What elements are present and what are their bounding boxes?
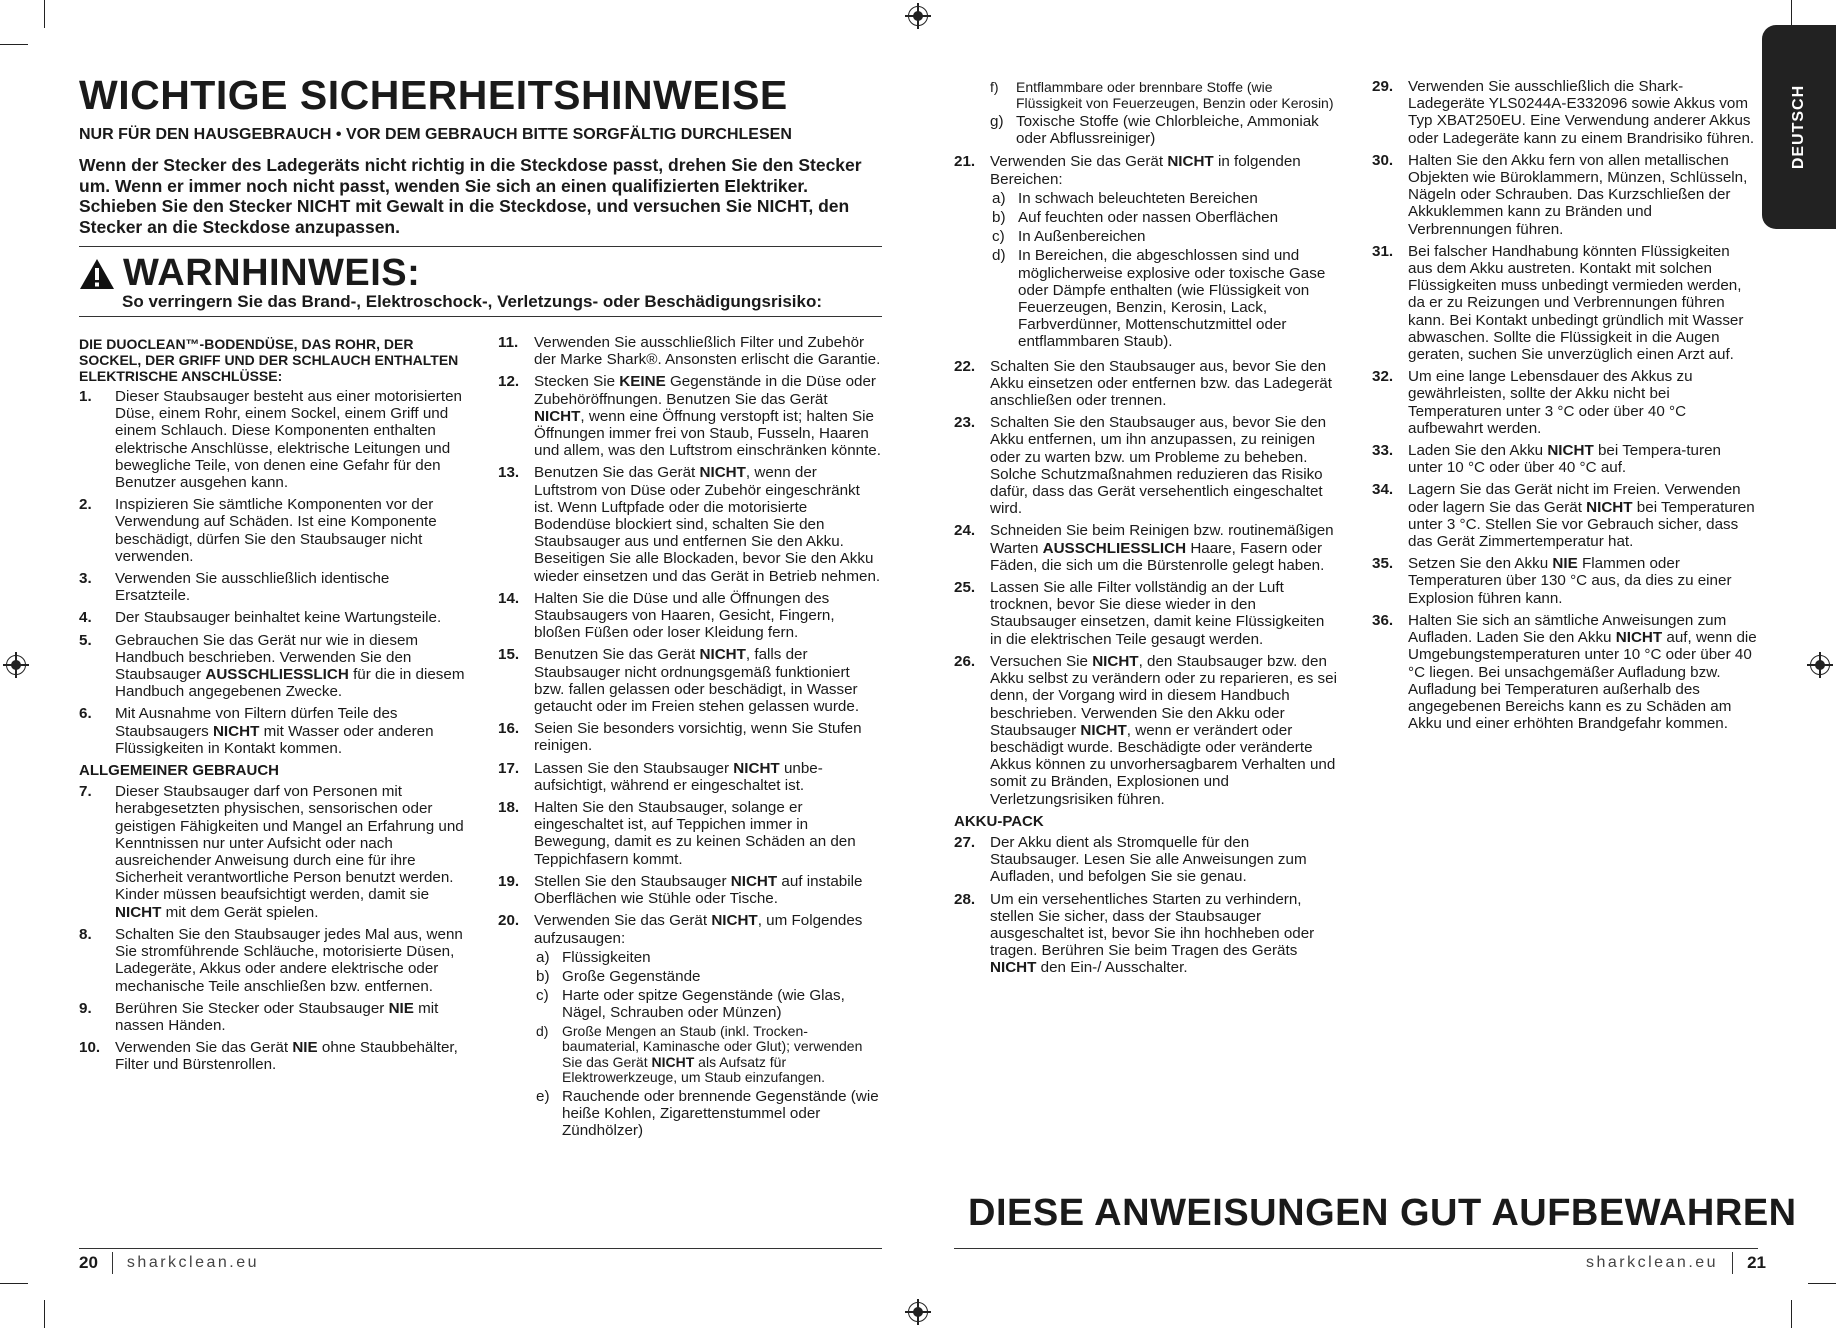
crop-mark	[1791, 1300, 1792, 1328]
section-heading: ALLGEMEINER GEBRAUCH	[79, 762, 280, 780]
crop-mark	[0, 1283, 28, 1284]
keep-instructions-heading: DIESE ANWEISUNGEN GUT AUFBEWAHREN	[968, 1192, 1797, 1234]
page-subtitle: NUR FÜR DEN HAUSGEBRAUCH • VOR DEM GEBRAUCH BITTE SORGFÄLTIG DURCHLESEN	[79, 126, 792, 143]
list-item: 36. Halten Sie sich an sämtliche Anweisungen zum Aufladen. Laden Sie den Akku NICHT auf, wenn die Umgebungstemperaturen unter 10 °C oder über 40 °C liegen. Bei unsachgemäßer Aufladung bzw. Aufladung bei Temperaturen außerhalb des angegebenen Bereichs kann es zu Schäden am Akku und einer erhöhten Brandgefahr kommen.	[1372, 611, 1757, 733]
warning-subtitle: So verringern Sie das Brand-, Elektroschock-, Verletzungs- oder Beschädigungsrisiko:	[122, 292, 823, 311]
list-item: 19. Stellen Sie den Staubsauger NICHT auf instabile Oberflächen wie Stühle oder Tische.	[498, 872, 863, 908]
crop-mark	[44, 0, 45, 28]
footer-site: sharkclean.eu	[126, 1254, 260, 1271]
list-item: 9. Berühren Sie Stecker oder Staubsauger NIE mit nassen Händen.	[79, 999, 439, 1034]
sub-item: d) In Bereichen, die abgeschlossen sind und möglicherweise explosive oder toxische Gase oder Dämpfe enthalten (wie Flüssigkeit von Feuerzeugen, Benzin, Kerosin, Lack, Farbverdünner, Mottenschutzmittel oder entflammbaren Staub).	[992, 247, 1326, 351]
section-heading: AKKU-PACK	[954, 812, 1044, 830]
footer-separator	[112, 1252, 113, 1274]
list-item: 4. Der Staubsauger beinhaltet keine Wartungsteile.	[79, 609, 442, 627]
list-item: 16. Seien Sie besonders vorsichtig, wenn Sie Stufen reinigen.	[498, 720, 862, 755]
footer-separator	[1732, 1252, 1733, 1274]
list-item: 10. Verwenden Sie das Gerät NIE ohne Staubbehälter, Filter und Bürstenrollen.	[79, 1039, 458, 1074]
list-item: 8. Schalten Sie den Staubsauger jedes Mal aus, wenn Sie stromführende Schläuche, motorisierte Düsen, Ladegeräte, Akkus oder andere elektrische oder mechanische Teile anschließen bzw. entfernen.	[79, 925, 463, 995]
page-title: WICHTIGE SICHERHEITSHINWEISE	[79, 72, 788, 118]
list-item: 15. Benutzen Sie das Gerät NICHT, falls der Staubsauger nicht ordnungsgemäß funktioniert bzw. fallen gelassen oder beschädigt, in Wasser getaucht oder im Freien stehen gelassen wurde.	[498, 646, 860, 716]
list-item: 26. Versuchen Sie NICHT, den Staubsauger bzw. den Akku selbst zu verändern oder zu reparieren, es sei denn, der Vorgang wird in diesem Handbuch beschrieben. Verwenden Sie den Akku oder Staubsauger NICHT, wenn er verändert oder beschädigt wurde. Beschädigte oder veränderte Akkus können zu unvorhersagbarem Verhalten und somit zu Bränden, Explosionen und Verletzungsrisiken führen.	[954, 652, 1337, 808]
list-item: 35. Setzen Sie den Akku NIE Flammen oder Temperaturen über 130 °C aus, da dies zu einer Explosion führen kann.	[1372, 555, 1732, 607]
section-heading: DIE DUOCLEAN™-BODENDÜSE, DAS ROHR, DER SOCKEL, DER GRIFF UND DER SCHLAUCH ENTHALTEN ELEKTRISCHE ANSCHLÜSSE:	[79, 336, 459, 384]
list-item: 24. Schneiden Sie beim Reinigen bzw. routinemäßigen Warten AUSSCHLIESSLICH Haare, Fasern oder Fäden, die sich um die Bürstenrolle gelegt haben.	[954, 522, 1334, 574]
list-item: 14. Halten Sie die Düse und alle Öffnungen des Staubsaugers von Haaren, Gesicht, Fingern, bloßen Füßen oder loser Kleidung fern.	[498, 589, 835, 642]
list-item: 23. Schalten Sie den Staubsauger aus, bevor Sie den Akku entfernen, um ihn anzupassen, zu reinigen oder zu warten bzw. um Probleme zu beheben. Solche Schutzmaßnahmen reduzieren das Risiko dafür, dass das Gerät versehentlich eingeschaltet wird.	[954, 414, 1327, 518]
warning-triangle-icon	[79, 258, 115, 290]
language-tab	[1762, 25, 1836, 229]
list-item: 33. Laden Sie den Akku NICHT bei Tempera-turen unter 10 °C oder über 40 °C auf.	[1372, 442, 1721, 477]
sub-item: a) Flüssigkeiten	[536, 948, 651, 966]
sub-item: e) Rauchende oder brennende Gegenstände (wie heiße Kohlen, Zigarettenstummel oder Zündhölzer)	[536, 1087, 879, 1139]
list-item: 32. Um eine lange Lebensdauer des Akkus zu gewährleisten, sollte der Akku nicht bei Temperaturen unter 3 °C oder über 40 °C aufbewahrt werden.	[1372, 368, 1693, 437]
list-item: 3. Verwenden Sie ausschließlich identische Ersatzteile.	[79, 570, 390, 605]
sub-item: c) In Außenbereichen	[992, 228, 1146, 246]
divider	[79, 246, 882, 247]
footer-site: sharkclean.eu	[1585, 1254, 1719, 1271]
list-item: 34. Lagern Sie das Gerät nicht im Freien. Verwenden oder lagern Sie das Gerät NICHT bei Temperaturen unter 3 °C. Stellen Sie vor Gebrauch sicher, dass das Gerät Zimmertemperatur hat.	[1372, 481, 1755, 551]
registration-mark-icon	[1810, 655, 1830, 675]
list-item: 1. Dieser Staubsauger besteht aus einer motorisierten Düse, einem Rohr, einem Sockel, einem Griff und einem Schlauch. Diese Komponenten enthalten elektrische Anschlüsse, elektrische Leitungen und bewegliche Teile, von denen eine Gefahr für den Benutzer ausgehen kann.	[79, 388, 462, 492]
registration-mark-icon	[908, 1302, 928, 1322]
column-2	[498, 334, 882, 1146]
list-item: 30. Halten Sie den Akku fern von allen metallischen Objekten wie Büroklammern, Münzen, Schlüsseln, Nägeln oder Schrauben. Das Kurzschließen der Akkuklemmen kann zu Bränden und Verbrennungen führen.	[1372, 151, 1748, 238]
footer-rule	[954, 1248, 1758, 1249]
list-item: 6. Mit Ausnahme von Filtern dürfen Teile des Staubsaugers NICHT mit Wasser oder anderen Flüssigkeiten in Kontakt kommen.	[79, 705, 434, 757]
crop-mark	[1791, 0, 1792, 28]
list-item: 13. Benutzen Sie das Gerät NICHT, wenn der Luftstrom von Düse oder Zubehör eingeschränkt ist. Wenn Luftpfade oder die motorisierte Bodendüse blockiert sind, schalten Sie den Staubsauger aus und entfernen Sie den Akku. Beseitigen Sie alle Blockaden, bevor Sie den Akku wieder einsetzen und das Gerät in Betrieb nehmen.	[498, 464, 881, 585]
column-3	[954, 78, 1338, 982]
list-item: 27. Der Akku dient als Stromquelle für den Staubsauger. Lesen Sie alle Anweisungen zum Aufladen, und befolgen Sie sie genau.	[954, 833, 1307, 886]
page-number: 20	[79, 1253, 98, 1272]
list-item: 29. Verwenden Sie ausschließlich die Shark-Ladegeräte YLS0244A-E332096 sowie Akkus vom Typ XBAT250EU. Eine Verwendung anderer Akkus oder Ladegeräte kann zu einem Brandrisiko führen.	[1372, 78, 1755, 147]
list-item: 25. Lassen Sie alle Filter vollständig an der Luft trocknen, bevor Sie diese wieder in den Staubsauger einsetzen, damit keine Flüssigkeiten in die elektrischen Teile gesaugt werden.	[954, 579, 1325, 648]
crop-mark	[0, 44, 28, 45]
sub-item: f) Entflammbare oder brennbare Stoffe (wie Flüssigkeit von Feuerzeugen, Benzin oder Kerosin)	[990, 79, 1334, 111]
list-item: 22. Schalten Sie den Staubsauger aus, bevor Sie den Akku einsetzen oder entfernen bzw. das Ladegerät anschließen oder trennen.	[954, 357, 1332, 410]
intro-paragraph: Wenn der Stecker des Ladegeräts nicht richtig in die Steckdose passt, drehen Sie den Stecker um. Wenn er immer noch nicht passt, wenden Sie sich an einen qualifizierten Elektriker. Schieben Sie den Stecker NICHT mit Gewalt in die Steckdose, und versuchen Sie NICHT, den Stecker an die Steckdose anzupassen.	[79, 155, 862, 237]
language-tab-label: DEUTSCH	[1790, 84, 1807, 170]
footer-right	[1586, 1252, 1766, 1274]
warning-title: WARNHINWEIS:	[123, 252, 421, 294]
sub-item: d) Große Mengen an Staub (inkl. Trocken-baumaterial, Kaminasche oder Glut); verwenden Sie das Gerät NICHT als Aufsatz für Elektrowerkzeuge, um Staub einzufangen.	[536, 1022, 863, 1086]
warning-heading	[79, 252, 420, 295]
list-item: 18. Halten Sie den Staubsauger, solange er eingeschaltet ist, auf Teppichen immer in Bewegung, damit es zu keinen Schäden an den Teppichfasern kommt.	[498, 799, 856, 868]
list-item: 11. Verwenden Sie ausschließlich Filter und Zubehör der Marke Shark®. Ansonsten erlischt die Garantie.	[498, 334, 881, 369]
page-number: 21	[1747, 1253, 1766, 1272]
footer-left	[79, 1252, 259, 1274]
list-item: 2. Inspizieren Sie sämtliche Komponenten vor der Verwendung auf Schäden. Ist eine Komponente beschädigt, dürfen Sie den Staubsauger nicht verwenden.	[79, 496, 437, 565]
sub-item: b) Auf feuchten oder nassen Oberflächen	[992, 209, 1279, 227]
sub-item: a) In schwach beleuchteten Bereichen	[992, 189, 1258, 207]
column-4	[1372, 78, 1758, 737]
registration-mark-icon	[908, 6, 928, 26]
sub-item: b) Große Gegenstände	[536, 967, 701, 985]
sub-item: g) Toxische Stoffe (wie Chlorbleiche, Ammoniak oder Abflussreiniger)	[990, 113, 1319, 148]
list-item: 5. Gebrauchen Sie das Gerät nur wie in diesem Handbuch beschrieben. Verwenden Sie den Staubsauger AUSSCHLIESSLICH für die in diesem Handbuch angegebenen Zwecke.	[79, 631, 465, 701]
registration-mark-icon	[6, 655, 26, 675]
footer-rule	[79, 1248, 882, 1249]
sub-item: c) Harte oder spitze Gegenstände (wie Glas, Nägel, Schrauben oder Münzen)	[536, 987, 845, 1022]
list-item: 12. Stecken Sie KEINE Gegenstände in die Düse oder Zubehöröffnungen. Benutzen Sie das Gerät NICHT, wenn eine Öffnung verstopft ist; halten Sie Öffnungen immer frei von Staub, Fusseln, Haaren und allem, was den Luftstrom einschränken könnte.	[498, 373, 881, 460]
column-1	[79, 336, 465, 1079]
crop-mark	[1808, 1283, 1836, 1284]
list-item: 20. Verwenden Sie das Gerät NICHT, um Folgendes aufzusaugen: a) Flüssigkeiten b) Große Gegenstände c) Harte oder spitze Gegenstände (wie Glas, Nägel, Schrauben oder Münzen) d) Große Mengen an Staub (inkl. Trocken-baumaterial, Kaminasche oder Glut); verwenden Sie das Gerät NICHT als Aufsatz für Elektrowerkzeuge, um Staub einzufangen. e) Rauchende oder brennende Gegenstände (wie heiße Kohlen, Zigarettenstummel oder Zündhölzer)	[498, 912, 882, 1141]
list-item: 7. Dieser Staubsauger darf von Personen mit herabgesetzten physischen, sensorischen oder geistigen Fähigkeiten und Mangel an Erfahrung und Kenntnissen nur unter Aufsicht oder nach ausreichender Anweisung durch eine für ihre Sicherheit verantwortliche Person benutzt werden. Kinder müssen beaufsichtigt werden, damit sie NICHT mit dem Gerät spielen.	[79, 783, 464, 921]
list-item: 17. Lassen Sie den Staubsauger NICHT unbe-aufsichtigt, während er eingeschaltet ist.	[498, 759, 823, 794]
list-item: 31. Bei falscher Handhabung könnten Flüssigkeiten aus dem Akku austreten. Kontakt mit solchen Flüssigkeiten muss unbedingt vermieden werden, da er zu Reizungen und Verbrennungen führen kann. Bei Kontakt unbedingt gründlich mit Wasser abwaschen. Sollte die Flüssigkeit in die Augen geraten, suchen Sie unverzüglich einen Arzt auf.	[1372, 242, 1744, 364]
crop-mark	[44, 1300, 45, 1328]
divider	[79, 316, 882, 317]
list-item: 21. Verwenden Sie das Gerät NICHT in folgenden Bereichen: a) In schwach beleuchteten Bereichen b) Auf feuchten oder nassen Oberflächen c) In Außenbereichen d) In Bereichen, die abgeschlossen sind und möglicherweise explosive oder toxische Gase oder Dämpfe enthalten (wie Flüssigkeit von Feuerzeugen, Benzin, Kerosin, Lack, Farbverdünner, Mottenschutzmittel oder entflammbaren Staub).	[954, 153, 1338, 352]
list-item: 28. Um ein versehentliches Starten zu verhindern, stellen Sie sicher, dass der Staubsauger ausgeschaltet ist, bevor Sie ihn hochheben oder tragen. Berühren Sie beim Tragen des Geräts NICHT den Ein-/ Ausschalter.	[954, 890, 1315, 977]
